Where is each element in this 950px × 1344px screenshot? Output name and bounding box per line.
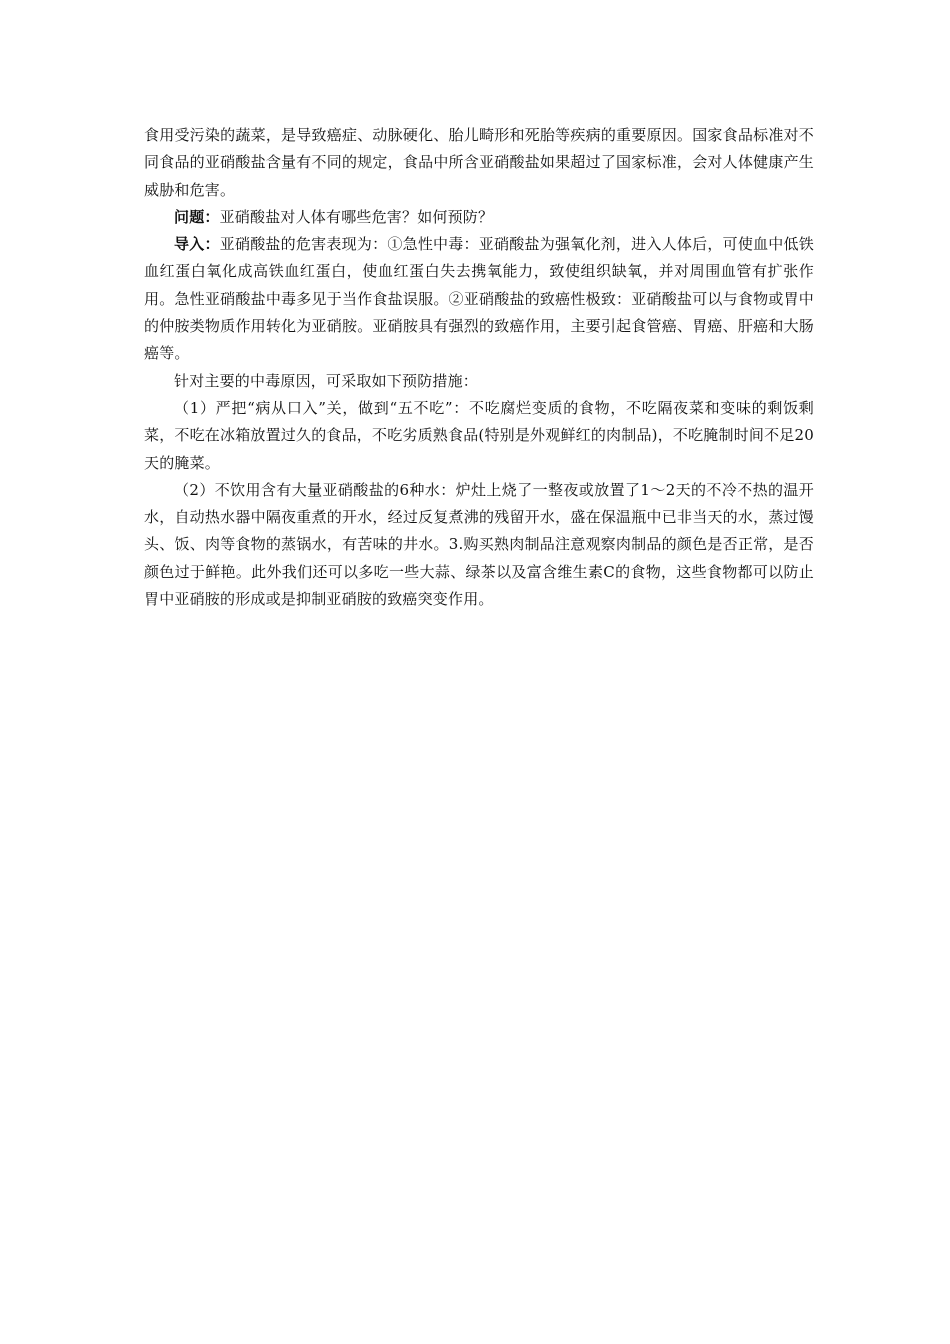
paragraph-text: 食用受污染的蔬菜，是导致癌症、动脉硬化、胎儿畸形和死胎等疾病的重要原因。国家食品标准对不同食品的亚硝酸盐含量有不同的规定，食品中所含亚硝酸盐如果超过了国家标准，会对人体健康产生威胁和危害。: [144, 126, 814, 199]
introduction-label: 导入：: [174, 235, 220, 254]
paragraph-measures-intro: [144, 368, 814, 395]
paragraph-text: 亚硝酸盐对人体有哪些危害？如何预防？: [219, 207, 494, 226]
paragraph-text: （2）不饮用含有大量亚硝酸盐的6种水：炉灶上烧了一整夜或放置了1～2天的不冷不热的温开水，自动热水器中隔夜重煮的开水，经过反复煮沸的残留开水，盛在保温瓶中已非当天的水，蒸过馒头、饭、肉等食物的蒸锅水，有苦味的井水。3.购买熟肉制品注意观察肉制品的颜色是否正常，是否颜色过于鲜艳。此外我们还可以多吃一些大蒜、绿茶以及富含维生素C的食物，这些食物都可以防止胃中亚硝胺的形成或是抑制亚硝胺的致癌突变作用。: [144, 480, 814, 609]
paragraph-intro: [144, 122, 814, 204]
paragraph-text: （1）严把“病从口入”关，做到“五不吃”：不吃腐烂变质的食物，不吃隔夜菜和变味的剩饭剩菜，不吃在冰箱放置过久的食品，不吃劣质熟食品(特别是外观鲜红的肉制品)，不吃腌制时间不足20天的腌菜。: [144, 398, 814, 472]
paragraph-text: 针对主要的中毒原因，可采取如下预防措施：: [174, 371, 479, 390]
paragraph-measure-1: [144, 395, 814, 477]
paragraph-measure-2: [144, 477, 814, 613]
document-body: [144, 122, 814, 613]
paragraph-introduction: [144, 231, 814, 367]
question-label: 问题：: [174, 207, 220, 226]
paragraph-text: 亚硝酸盐的危害表现为：①急性中毒：亚硝酸盐为强氧化剂，进入人体后，可使血中低铁血红蛋白氧化成高铁血红蛋白，使血红蛋白失去携氧能力，致使组织缺氧，并对周围血管有扩张作用。急性亚硝酸盐中毒多见于当作食盐误服。②亚硝酸盐的致癌性极致：亚硝酸盐可以与食物或胃中的仲胺类物质作用转化为亚硝胺。亚硝胺具有强烈的致癌作用，主要引起食管癌、胃癌、肝癌和大肠癌等。: [144, 235, 814, 363]
paragraph-question: [144, 204, 814, 231]
